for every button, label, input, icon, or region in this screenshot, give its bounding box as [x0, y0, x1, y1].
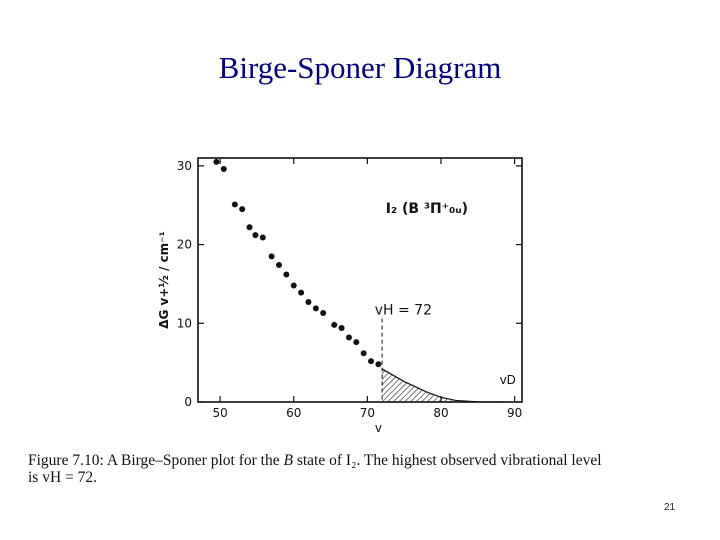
data-point: [276, 262, 282, 268]
data-point: [213, 159, 219, 165]
data-point: [368, 358, 374, 364]
data-point: [239, 206, 245, 212]
caption-italic-b: B: [283, 452, 293, 469]
data-point: [339, 325, 345, 331]
data-point: [260, 234, 266, 240]
data-point: [353, 339, 359, 345]
vd-annotation: vD: [499, 372, 516, 387]
x-tick-label: 60: [286, 406, 302, 420]
data-point: [252, 232, 258, 238]
data-point: [375, 361, 381, 367]
y-axis-label: ΔG v+½ / cm⁻¹: [157, 231, 171, 329]
data-point: [331, 322, 337, 328]
data-point: [305, 299, 311, 305]
caption-line2-math: vH = 72.: [42, 469, 98, 486]
y-tick-label: 20: [176, 237, 192, 252]
data-point: [298, 290, 304, 296]
data-point: [361, 350, 367, 356]
birge-sponer-chart: [140, 140, 540, 440]
caption-line2-prefix: is: [28, 469, 39, 486]
caption-label: Figure 7.10:: [28, 452, 104, 469]
caption-line-2: [28, 469, 668, 486]
data-point: [221, 166, 227, 172]
caption-line-1: [28, 452, 668, 469]
x-tick-label: 70: [359, 406, 376, 420]
vh-annotation: vH = 72: [374, 302, 432, 319]
plot-frame: [198, 158, 522, 402]
x-tick-label: 90: [506, 406, 523, 420]
data-point: [232, 201, 238, 207]
x-tick-label: 80: [433, 406, 449, 420]
extrapolation-hatch: [382, 369, 504, 402]
state-annotation: I₂ (B ³Π⁺₀ᵤ): [385, 201, 469, 218]
y-tick-label: 30: [176, 158, 192, 173]
y-tick-label: 10: [176, 316, 192, 331]
data-point: [247, 224, 253, 230]
data-point: [346, 334, 352, 340]
plot-area: [177, 158, 523, 420]
x-axis-label: v: [374, 421, 382, 435]
caption-text-1: A Birge–Sponer plot for the: [106, 452, 280, 469]
caption-text-2: state of I₂. The highest observed vibrational level: [296, 452, 602, 469]
data-point: [313, 305, 319, 311]
data-point: [291, 283, 297, 289]
y-tick-label: 0: [184, 395, 192, 409]
data-point: [269, 253, 275, 259]
page-number: 21: [664, 502, 676, 513]
data-point: [320, 310, 326, 316]
data-point: [283, 271, 289, 277]
slide-title: Birge-Sponer Diagram: [218, 50, 502, 85]
figure-caption: [28, 452, 668, 486]
x-tick-label: 50: [212, 406, 228, 420]
